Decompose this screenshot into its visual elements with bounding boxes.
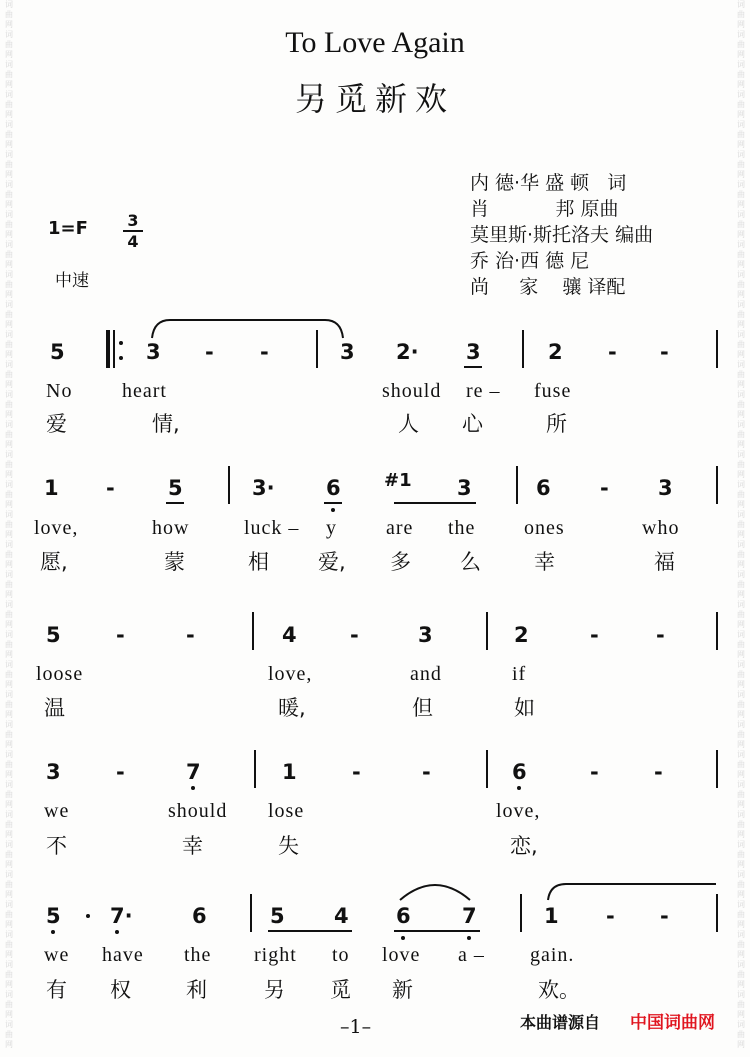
- bar-line: [486, 750, 488, 788]
- dash: -: [600, 476, 609, 500]
- dash: -: [590, 623, 599, 647]
- underline: [324, 502, 342, 504]
- repeat-dot: [119, 356, 123, 360]
- credit-lyricist: 内 德·华 盛 顿 词: [470, 172, 627, 194]
- dash: -: [352, 760, 361, 784]
- bar-line: [516, 466, 518, 504]
- source-label: 本曲谱源自: [520, 1013, 601, 1032]
- lyric-en: love,: [34, 517, 79, 539]
- note: 5: [46, 904, 61, 928]
- lyric-en: if: [512, 663, 527, 685]
- dash: -: [608, 340, 617, 364]
- bar-line: [716, 466, 718, 504]
- underline: [394, 502, 476, 504]
- low-dot: [331, 508, 335, 512]
- dash: -: [106, 476, 115, 500]
- lyric-en: should: [168, 800, 228, 822]
- lyric-cn: 权: [110, 978, 131, 1002]
- lyric-cn: 人: [398, 412, 419, 436]
- lyric-cn: 幸: [534, 550, 555, 574]
- note: 5: [46, 623, 61, 647]
- note: 7: [462, 904, 477, 928]
- note: 3: [46, 760, 61, 784]
- note: 6: [512, 760, 527, 784]
- note: 5: [50, 340, 65, 364]
- lyric-en: luck –: [244, 517, 300, 539]
- note: 3: [418, 623, 433, 647]
- lyric-en: lose: [268, 800, 305, 822]
- note: 6: [326, 476, 341, 500]
- note-sharp: #1: [384, 470, 412, 491]
- bar-line: [228, 466, 230, 504]
- note: 3: [658, 476, 673, 500]
- credit-arranger: 莫里斯·斯托洛夫 编曲: [470, 224, 654, 246]
- tie-arc-open: [546, 882, 716, 902]
- lyric-cn: 另: [264, 978, 285, 1002]
- low-dot: [517, 786, 521, 790]
- dash: -: [660, 340, 669, 364]
- bar-line: [520, 894, 522, 932]
- lyric-cn: 温: [44, 696, 65, 720]
- note: 5: [168, 476, 183, 500]
- lyric-cn: 但: [412, 696, 433, 720]
- bar-line: [716, 612, 718, 650]
- lyric-cn: 幸: [182, 834, 203, 858]
- lyric-cn: 情,: [152, 412, 180, 436]
- dash: -: [116, 760, 125, 784]
- low-dot: [467, 936, 471, 940]
- note: 3·: [252, 476, 275, 500]
- dash: -: [116, 623, 125, 647]
- bar-line: [254, 750, 256, 788]
- lyric-cn: 暖,: [278, 696, 306, 720]
- bar-line: [716, 894, 718, 932]
- lyric-en: ones: [524, 517, 565, 539]
- note: 3: [146, 340, 161, 364]
- lyric-en: fuse: [534, 380, 572, 402]
- lyric-en: y: [326, 517, 337, 539]
- site-brand-link[interactable]: 中国词曲网: [630, 1013, 715, 1033]
- lyric-cn: 相: [248, 550, 269, 574]
- credits: [470, 170, 653, 300]
- lyric-cn: 么: [460, 550, 481, 574]
- lyric-cn: 欢。: [538, 978, 580, 1002]
- slur-arc: [398, 880, 472, 902]
- page-number: –1–: [340, 1016, 372, 1038]
- note: 1: [282, 760, 297, 784]
- lyric-cn: 利: [186, 978, 207, 1002]
- lyric-cn: 所: [546, 412, 567, 436]
- dash: -: [350, 623, 359, 647]
- title-chinese: 另觅新欢: [294, 80, 455, 118]
- underline: [268, 930, 352, 932]
- note: 6: [536, 476, 551, 500]
- lyric-en: gain.: [530, 944, 575, 966]
- low-dot: [115, 930, 119, 934]
- lyric-cn: 福: [654, 550, 675, 574]
- credit-composer: 肖 邦 原曲: [470, 198, 619, 220]
- bar-line: [716, 750, 718, 788]
- note: 3: [457, 476, 472, 500]
- dash: -: [422, 760, 431, 784]
- underline: [166, 502, 184, 504]
- repeat-bar-thin: [113, 330, 115, 368]
- dash: -: [660, 904, 669, 928]
- lyric-en: No: [46, 380, 73, 402]
- note: 4: [334, 904, 349, 928]
- dash: -: [654, 760, 663, 784]
- note: 6: [192, 904, 207, 928]
- note: 7: [186, 760, 201, 784]
- lyric-cn: 有: [46, 978, 67, 1002]
- side-watermark-right: 词曲网词曲网词曲网词曲网词曲网词曲网词曲网词曲网词曲网词曲网词曲网词曲网词曲网词曲网词曲网词曲网词曲网词曲网词曲网词曲网词曲网词曲网词曲网词曲网词曲网词曲网词曲网词曲网词曲网词曲网词曲网词曲网词曲网词曲网词曲网: [737, 0, 745, 1049]
- lyric-en: are: [386, 517, 414, 539]
- note: 5: [270, 904, 285, 928]
- dash: -: [260, 340, 269, 364]
- note: 1: [544, 904, 559, 928]
- lyric-en: the: [448, 517, 476, 539]
- note: 4: [282, 623, 297, 647]
- lyric-cn: 心: [462, 412, 483, 436]
- low-dot: [401, 936, 405, 940]
- note: 2: [514, 623, 529, 647]
- time-top: 3: [127, 211, 139, 230]
- note: 7·: [110, 904, 133, 928]
- bar-line: [716, 330, 718, 368]
- credit-arranger-2: 乔 治·西 德 尼: [470, 250, 590, 272]
- dash: -: [186, 623, 195, 647]
- staccato-dot: [86, 914, 90, 918]
- lyric-en: re –: [466, 380, 501, 402]
- bar-line: [250, 894, 252, 932]
- time-bottom: 4: [127, 232, 139, 251]
- low-dot: [51, 930, 55, 934]
- lyric-en: who: [642, 517, 680, 539]
- lyric-cn: 多: [390, 550, 411, 574]
- bar-line: [522, 330, 524, 368]
- dash: -: [656, 623, 665, 647]
- underline: [464, 366, 482, 368]
- lyric-en: right: [254, 944, 297, 966]
- dash: -: [205, 340, 214, 364]
- key-signature: 1=F: [48, 218, 88, 239]
- lyric-en: have: [102, 944, 144, 966]
- lyric-cn: 蒙: [164, 550, 185, 574]
- lyric-en: love,: [268, 663, 313, 685]
- note: 3: [466, 340, 481, 364]
- lyric-en: heart: [122, 380, 167, 402]
- bar-line: [252, 612, 254, 650]
- lyric-en: a –: [458, 944, 485, 966]
- lyric-cn: 爱: [46, 412, 67, 436]
- lyric-cn: 觅: [330, 978, 351, 1002]
- side-watermark-left: 词曲网词曲网词曲网词曲网词曲网词曲网词曲网词曲网词曲网词曲网词曲网词曲网词曲网词曲网词曲网词曲网词曲网词曲网词曲网词曲网词曲网词曲网词曲网词曲网词曲网词曲网词曲网词曲网词曲网词曲网词曲网词曲网词曲网词曲网词曲网: [5, 0, 13, 1049]
- lyric-cn: 失: [278, 834, 299, 858]
- bar-line: [316, 330, 318, 368]
- credit-translator: 尚 家 骧 译配: [470, 276, 626, 298]
- bar-line: [486, 612, 488, 650]
- lyric-en: the: [184, 944, 212, 966]
- tempo-marking: 中速: [55, 271, 89, 291]
- lyric-cn: 爱,: [318, 550, 346, 574]
- note: 2: [548, 340, 563, 364]
- lyric-en: loose: [36, 663, 84, 685]
- underline: [394, 930, 480, 932]
- dash: -: [590, 760, 599, 784]
- lyric-cn: 愿,: [40, 550, 68, 574]
- lyric-cn: 新: [392, 978, 413, 1002]
- lyric-cn: 如: [514, 696, 535, 720]
- repeat-dot: [119, 341, 123, 345]
- time-signature: [123, 212, 143, 250]
- title-english: To Love Again: [285, 26, 465, 59]
- lyric-cn: 不: [46, 834, 67, 858]
- note: 1: [44, 476, 59, 500]
- repeat-bar-thick: [106, 330, 110, 368]
- lyric-en: love: [382, 944, 421, 966]
- note: 6: [396, 904, 411, 928]
- lyric-en: we: [44, 944, 70, 966]
- low-dot: [191, 786, 195, 790]
- note: 2·: [396, 340, 419, 364]
- lyric-en: love,: [496, 800, 541, 822]
- lyric-en: and: [410, 663, 442, 685]
- lyric-en: how: [152, 517, 190, 539]
- lyric-en: should: [382, 380, 442, 402]
- lyric-en: we: [44, 800, 70, 822]
- note: 3: [340, 340, 355, 364]
- dash: -: [606, 904, 615, 928]
- lyric-cn: 恋,: [510, 834, 538, 858]
- lyric-en: to: [332, 944, 350, 966]
